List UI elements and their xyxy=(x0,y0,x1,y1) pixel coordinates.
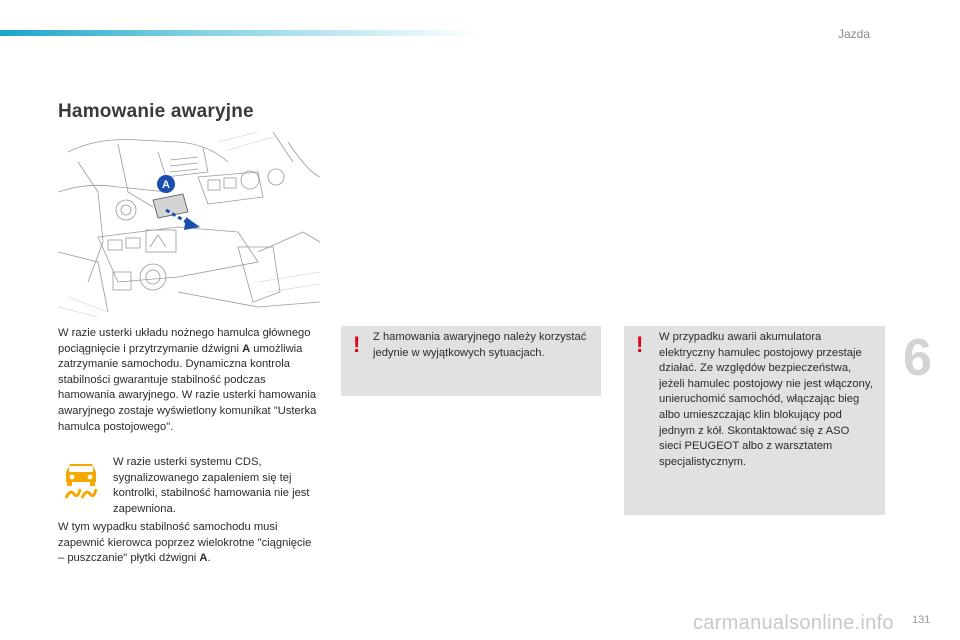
chapter-number: 6 xyxy=(903,329,932,387)
page-title: Hamowanie awaryjne xyxy=(58,101,254,122)
callout-label-a: A xyxy=(162,179,170,191)
body-paragraph-1: W razie usterki układu nożnego hamulca głównego pociągnięcie i przytrzymanie dźwigni A umożliwia zatrzymanie samochodu. Dynamiczna kontrola stabilności gwarantuje stabilność podczas hamowania awaryjnego. W razie usterki hamowania awaryjnego zostaje wyświetlony komunikat "Usterka hamulca postojowego". xyxy=(58,327,317,433)
section-label: Jazda xyxy=(838,27,871,41)
warning-text: Z hamowania awaryjnego należy korzystać jedynie w wyjątkowych sytuacjach. xyxy=(373,331,587,359)
watermark: carmanualsonline.info xyxy=(693,612,894,634)
warning-text: W przypadku awarii akumulatora elektryczny hamulec postojowy przestaje działać. Ze względów bezpieczeństwa, jeżeli hamulec postojowy nie jest włączony, unieruchomić samochód, włączając bieg albo umieszczając klin blokujący pod jednym z kół. Skontaktować się z ASO sieci PEUGEOT albo z warsztatem specjalistycznym. xyxy=(659,331,873,468)
warning-exclamation-icon: ! xyxy=(636,332,644,357)
parking-brake-illustration xyxy=(58,132,320,317)
cds-warning-lamp-icon xyxy=(60,458,102,500)
body-paragraph-2: W razie usterki systemu CDS, sygnalizowanego zapaleniem się tej kontrolki, stabilność hamowania nie jest zapewniona. xyxy=(113,456,310,515)
page-number: 131 xyxy=(912,614,931,626)
body-paragraph-3: W tym wypadku stabilność samochodu musi zapewnić kierowca poprzez wielokrotne "ciągnięcie – puszczanie" płytki dźwigni A. xyxy=(58,521,312,565)
warning-box-emergency-use xyxy=(341,326,601,396)
warning-exclamation-icon: ! xyxy=(353,332,361,357)
warning-box-battery-failure xyxy=(624,326,885,515)
header-accent-bar xyxy=(0,30,480,36)
